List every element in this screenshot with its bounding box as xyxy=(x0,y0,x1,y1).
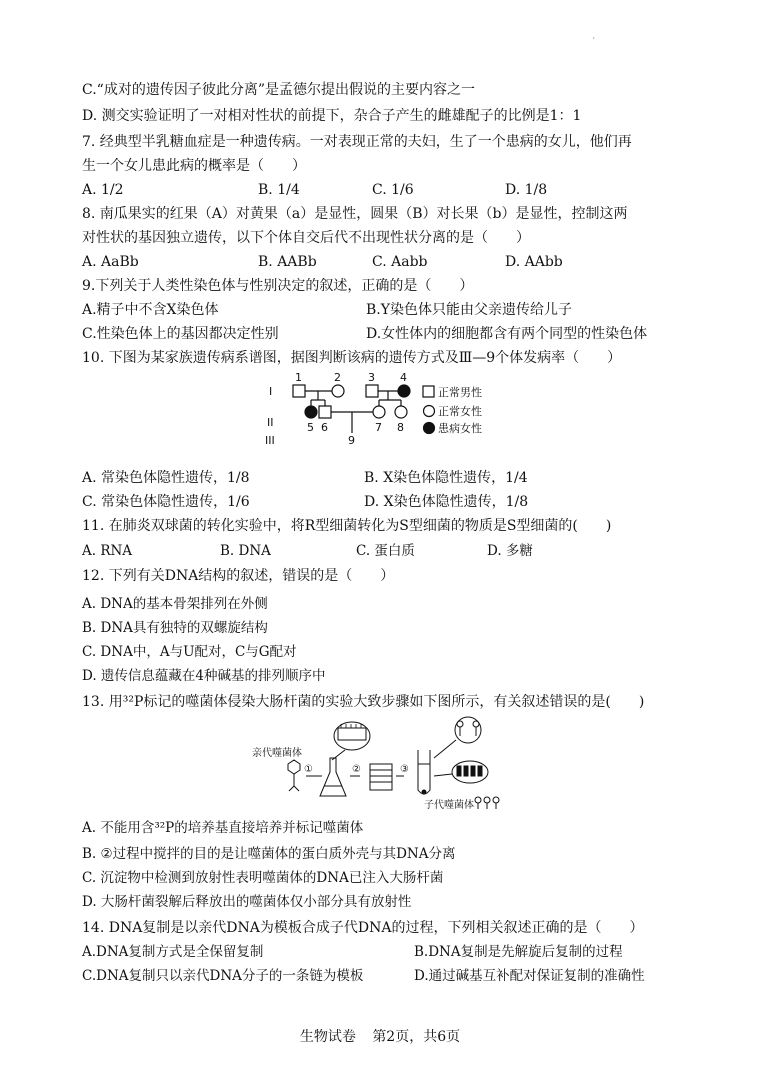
question-8-line2: 对性状的基因独立遗传，以下个体自交后代不出现性状分离的是（ ） xyxy=(82,230,530,246)
question-11: 11. 在肺炎双球菌的转化实验中，将R型细菌转化为S型细菌的物质是S型细菌的( ) xyxy=(82,518,612,534)
question-10: 10. 下图为某家族遗传病系谱图，据图判断该病的遗传方式及Ⅲ—9个体发病率（ ） xyxy=(82,350,622,366)
step-3-marker: ③ xyxy=(400,764,409,775)
q11-option-a: A. RNA xyxy=(82,543,133,559)
question-14: 14. DNA复制是以亲代DNA为模板合成子代DNA的过程，下列相关叙述正确的是（ ） xyxy=(82,920,644,936)
statement-c: C.“成对的遗传因子彼此分离”是孟德尔提出假说的主要内容之一 xyxy=(82,82,475,98)
q14-option-a: A.DNA复制方式是全保留复制 xyxy=(82,944,264,960)
question-9: 9.下列关于人类性染色体与性别决定的叙述，正确的是（ ） xyxy=(82,278,474,294)
individual-8 xyxy=(395,406,407,418)
phage-experiment-figure xyxy=(250,714,510,814)
q12-option-b: B. DNA具有独特的双螺旋结构 xyxy=(82,620,268,636)
footer-page-number: 第2页，共6页 xyxy=(372,1029,461,1045)
num-4: 4 xyxy=(400,371,407,384)
q9-option-a: A.精子中不含X染色体 xyxy=(82,302,219,318)
q14-option-c: C.DNA复制只以亲代DNA分子的一条链为模板 xyxy=(82,968,364,984)
q9-option-c: C.性染色体上的基因都决定性别 xyxy=(82,326,279,342)
q11-option-c: C. 蛋白质 xyxy=(356,543,415,559)
parent-phage-label: 亲代噬菌体 xyxy=(252,748,302,759)
individual-7 xyxy=(373,406,385,418)
individual-4 xyxy=(398,385,410,397)
q10-option-d: D. X染色体隐性遗传，1/8 xyxy=(364,494,529,510)
question-8-line1: 8. 南瓜果实的红果（A）对黄果（a）是显性，圆果（B）对长果（b）是显性，控制这两 xyxy=(82,206,628,222)
individual-6 xyxy=(319,406,331,418)
question-12: 12. 下列有关DNA结构的叙述，错误的是（ ） xyxy=(82,568,395,584)
q8-option-c: C. Aabb xyxy=(372,254,428,270)
q11-option-b: B. DNA xyxy=(220,543,271,559)
q10-option-c: C. 常染色体隐性遗传，1/6 xyxy=(82,494,250,510)
question-7-line2: 生一个女儿患此病的概率是（ ） xyxy=(82,158,306,174)
q7-option-b: B. 1/4 xyxy=(258,182,300,198)
footer-subject: 生物试卷 xyxy=(299,1029,356,1045)
q7-option-a: A. 1/2 xyxy=(82,182,124,198)
num-2: 2 xyxy=(334,371,341,384)
q8-option-b: B. AABb xyxy=(258,254,317,270)
individual-3 xyxy=(366,385,378,397)
num-7: 7 xyxy=(375,421,382,434)
individual-2 xyxy=(332,385,344,397)
pedigree-chart xyxy=(255,368,505,458)
q7-option-d: D. 1/8 xyxy=(505,182,548,198)
q9-option-b: B.Y染色体只能由父亲遗传给儿子 xyxy=(366,302,572,318)
q12-option-c: C. DNA中，A与U配对，C与G配对 xyxy=(82,644,297,660)
generation-3-label: III xyxy=(265,434,275,447)
num-5: 5 xyxy=(307,421,314,434)
q8-option-a: A. AaBb xyxy=(82,254,139,270)
question-7-line1: 7. 经典型半乳糖血症是一种遗传病。一对表现正常的夫妇，生了一个患病的女儿，他们再 xyxy=(82,134,632,150)
legend-normal-female: 正常女性 xyxy=(438,405,482,418)
corner-mark: · xyxy=(592,34,595,43)
generation-2-label: II xyxy=(267,416,274,429)
step-1-marker: ① xyxy=(304,764,313,775)
individual-1 xyxy=(293,385,305,397)
q14-option-d: D.通过碱基互补配对保证复制的准确性 xyxy=(414,968,645,984)
q7-option-c: C. 1/6 xyxy=(372,182,414,198)
child-phage-label: 子代噬菌体 xyxy=(424,800,474,811)
legend-normal-male: 正常男性 xyxy=(438,386,482,399)
legend-affected-female: 患病女性 xyxy=(438,422,482,435)
generation-1-label: I xyxy=(269,385,273,398)
q11-option-d: D. 多糖 xyxy=(487,543,533,559)
q13-option-c: C. 沉淀物中检测到放射性表明噬菌体的DNA已注入大肠杆菌 xyxy=(82,870,444,886)
page-footer xyxy=(0,1026,760,1046)
q10-option-b: B. X染色体隐性遗传，1/4 xyxy=(364,470,528,486)
q14-option-b: B.DNA复制是先解旋后复制的过程 xyxy=(414,944,623,960)
step-2-marker: ② xyxy=(352,764,361,775)
q9-option-d: D.女性体内的细胞都含有两个同型的性染色体 xyxy=(366,326,648,342)
q13-option-b: B. ②过程中搅拌的目的是让噬菌体的蛋白质外壳与其DNA分离 xyxy=(82,846,456,862)
q12-option-a: A. DNA的基本骨架排列在外侧 xyxy=(82,596,268,612)
q12-option-d: D. 遗传信息蕴藏在4种碱基的排列顺序中 xyxy=(82,668,326,684)
q8-option-d: D. AAbb xyxy=(505,254,563,270)
num-6: 6 xyxy=(321,421,328,434)
question-13: 13. 用³²P标记的噬菌体侵染大肠杆菌的实验大致步骤如下图所示，有关叙述错误的是( ) xyxy=(82,694,645,710)
num-8: 8 xyxy=(397,421,404,434)
num-3: 3 xyxy=(368,371,375,384)
statement-d: D. 测交实验证明了一对相对性状的前提下，杂合子产生的雌雄配子的比例是1：1 xyxy=(82,108,582,124)
q13-option-d: D. 大肠杆菌裂解后释放出的噬菌体仅小部分具有放射性 xyxy=(82,894,412,910)
num-9: 9 xyxy=(348,434,355,447)
num-1: 1 xyxy=(295,371,302,384)
individual-5 xyxy=(305,406,317,418)
q10-option-a: A. 常染色体隐性遗传，1/8 xyxy=(82,470,250,486)
q13-option-a: A. 不能用含³²P的培养基直接培养并标记噬菌体 xyxy=(82,820,364,836)
